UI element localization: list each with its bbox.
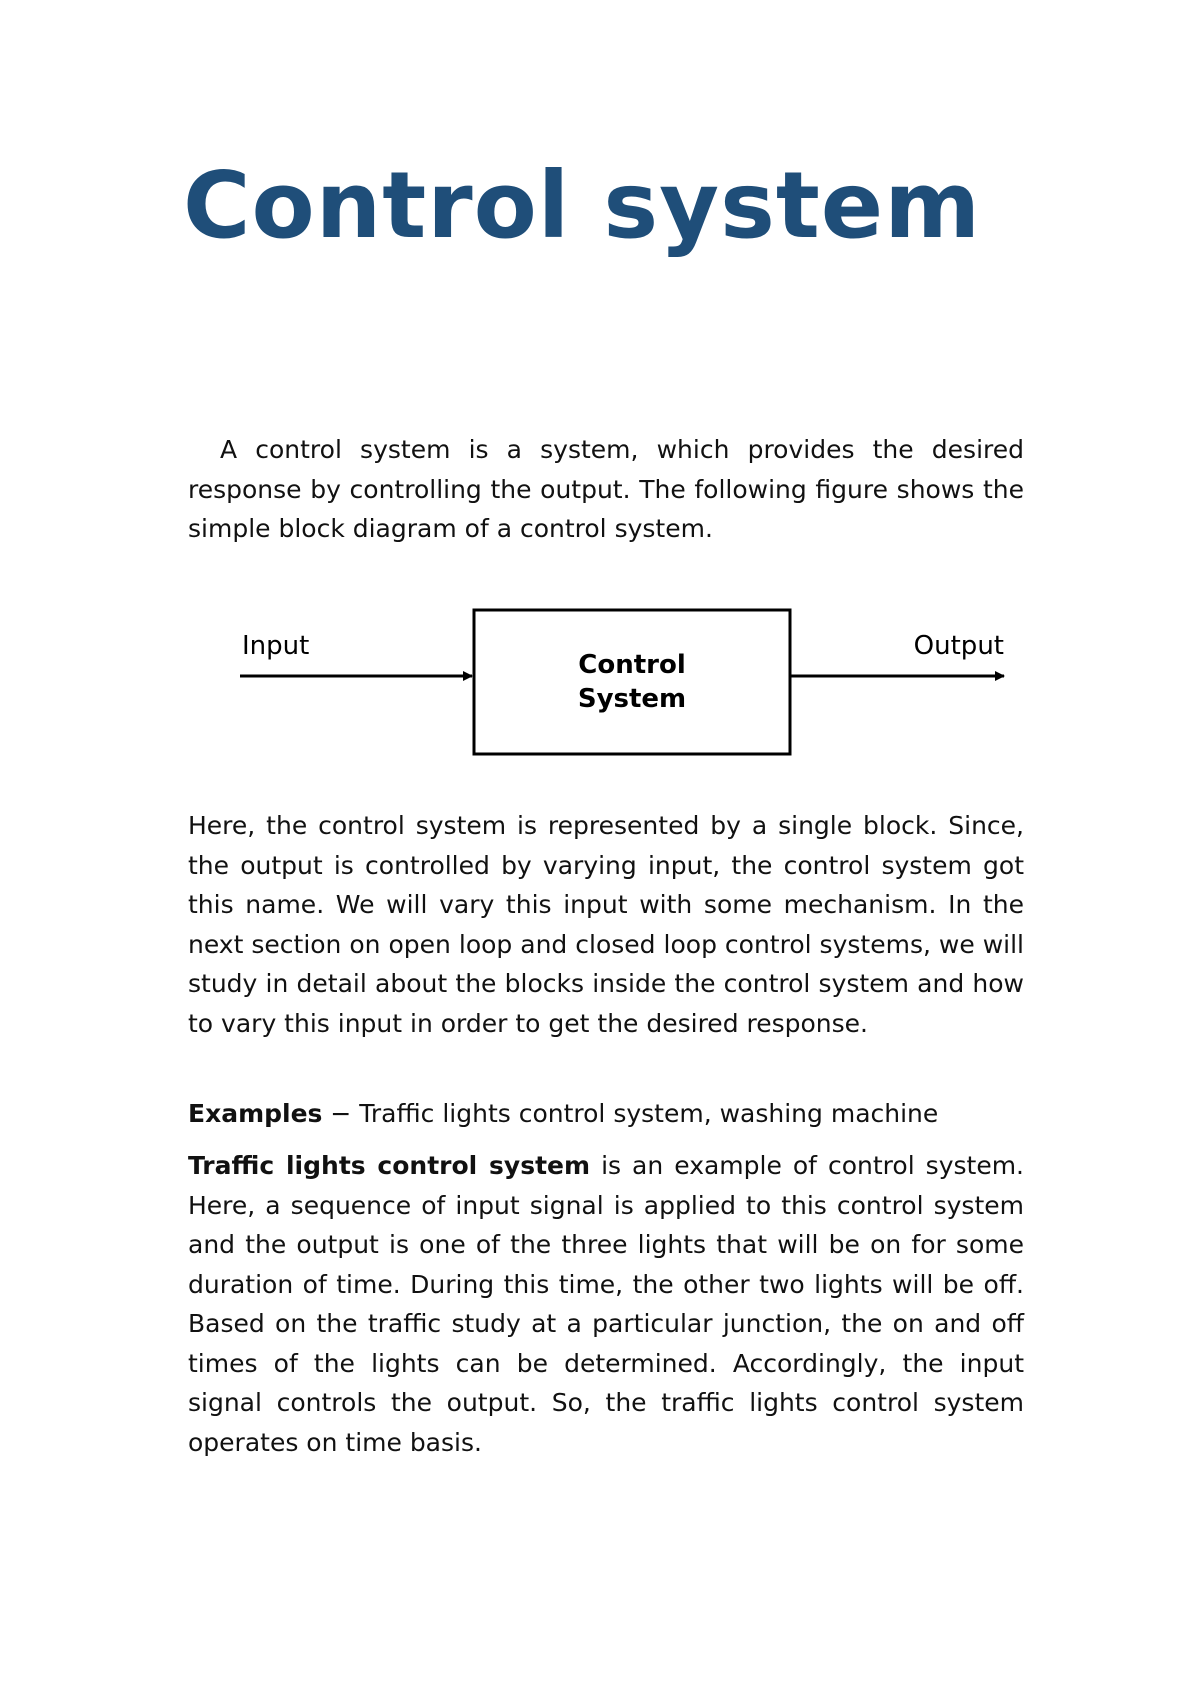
examples-separator: −	[322, 1099, 360, 1128]
block-label-line1: Control	[578, 650, 686, 680]
control-system-block	[474, 610, 790, 754]
examples-paragraph	[188, 1094, 1024, 1134]
block-diagram-svg	[240, 596, 1020, 766]
input-label: Input	[242, 631, 310, 661]
page-title: Control system	[183, 152, 982, 259]
block-label-line2: System	[577, 684, 687, 714]
intro-paragraph: A control system is a system, which provides the desired response by controlling the output. The following figure shows the simple block diagram of a control system.	[188, 435, 1024, 543]
examples-label: Examples	[188, 1099, 323, 1128]
block-diagram	[240, 596, 1020, 766]
explanation-paragraph: Here, the control system is represented by a single block. Since, the output is controlled by varying input, the control system got this name. We will vary this input with some mechanism. In the next section on open loop and closed loop control systems, we will study in detail about the blocks inside the control system and how to vary this input in order to get the desired response.	[188, 811, 1024, 1038]
output-label: Output	[913, 631, 1004, 661]
traffic-paragraph	[188, 1146, 1024, 1462]
traffic-lead: Traffic lights control system	[188, 1151, 591, 1180]
examples-text: Traffic lights control system, washing machine	[359, 1099, 939, 1128]
traffic-text: is an example of control system. Here, a sequence of input signal is applied to this control system and the output is one of the three lights that will be on for some duration of time. During this time, the other two lights will be off. Based on the traffic study at a particular junction, the on and off times of the lights can be determined. Accordingly, the input signal controls the output. So, the traffic lights control system operates on time basis.	[188, 1151, 1024, 1457]
